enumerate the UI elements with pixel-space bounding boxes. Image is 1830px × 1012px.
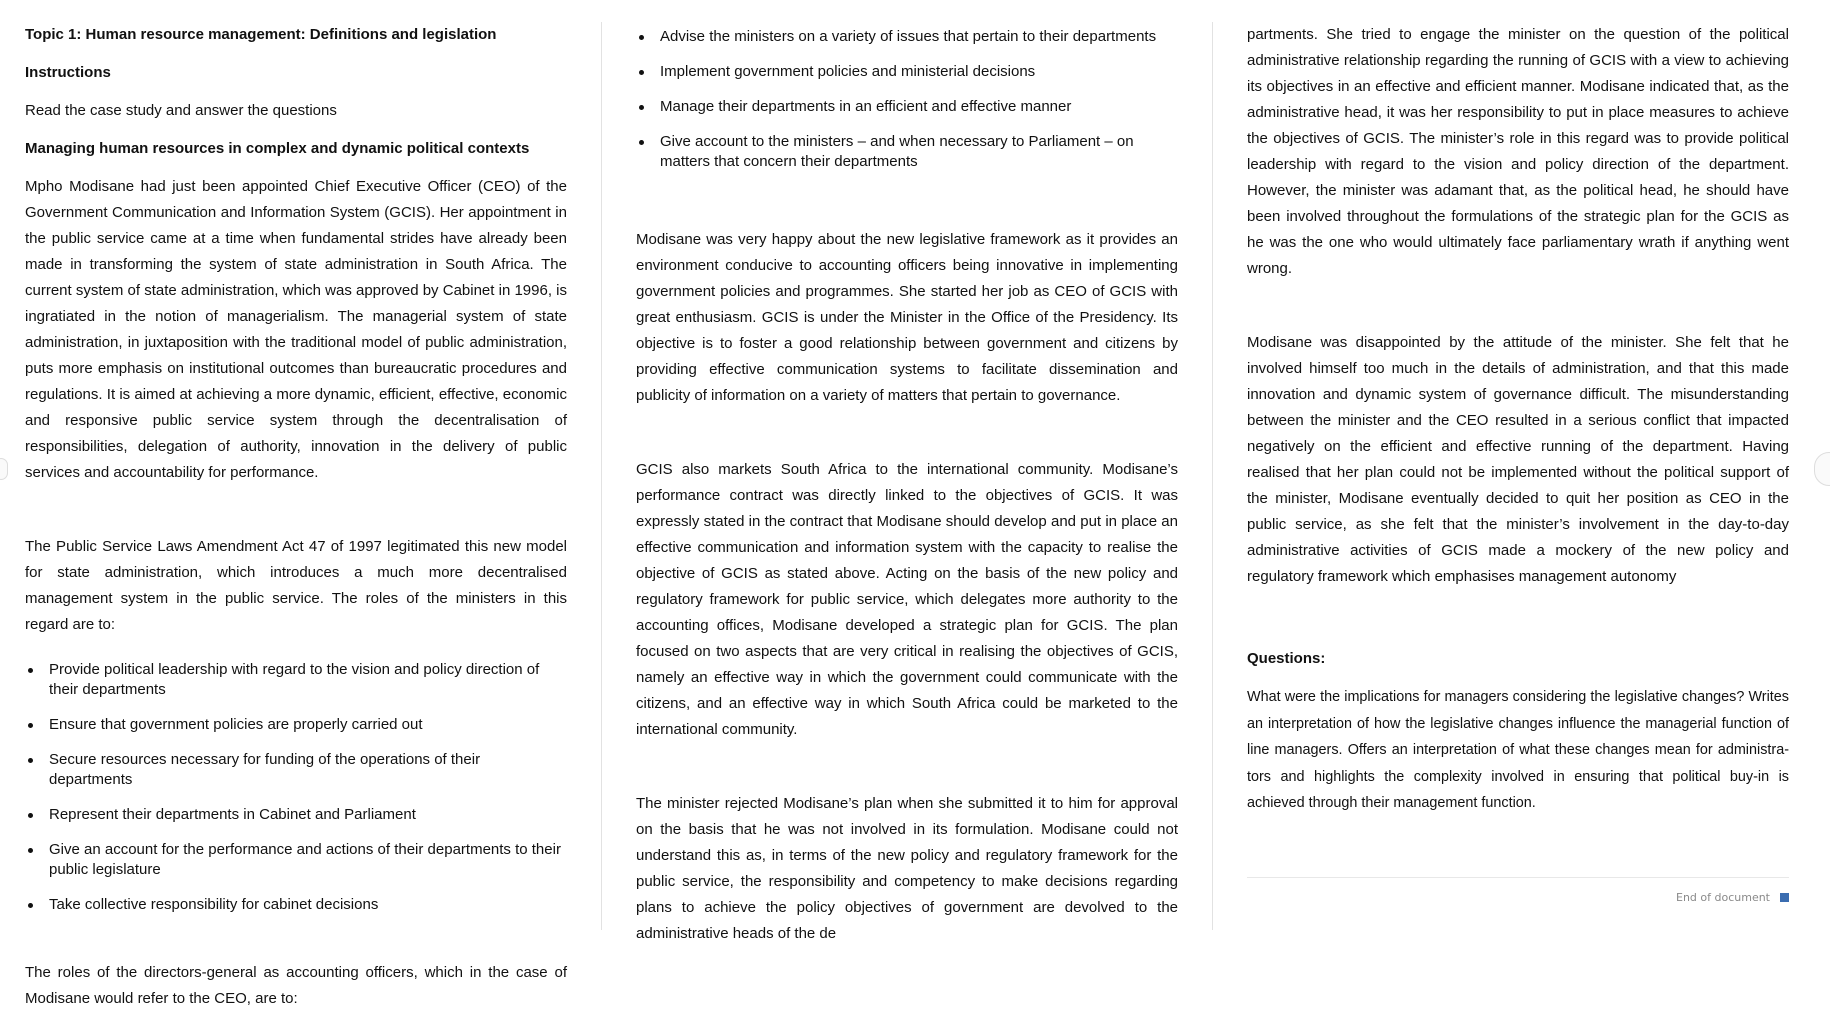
column-3 <box>1247 22 1789 904</box>
list-item: Secure resources necessary for funding of the operations of their departments <box>25 750 567 790</box>
case-paragraph-2: The Public Service Laws Amendment Act 47 of 1997 legitimated this new model for state administration, which introduces a much more decentralised management system in the public service. The roles of the ministers in this regard are to: <box>25 538 567 633</box>
questions-heading: Questions: <box>1247 650 1326 667</box>
bullet-icon <box>28 903 33 908</box>
case-paragraph-4: Modisane was very happy about the new legislative framework as it provides an environment conducive to accounting officers being innovative in implementing government policies and programmes. She started her job as CEO of GCIS with great enthusiasm. GCIS is under the Minister in the Office of the Presidency. Its objective is to foster a good relationship between government and citizens by providing effective communication systems to facilitate dissemination and publicity of information on a variety of matters that pertain to governance. <box>636 231 1178 404</box>
case-paragraph-7: partments. She tried to engage the minister on the question of the political administrative relationship regarding the running of GCIS with a view to achieving its objectives in an effective and efficient manner. Modisane indicated that, as the administrative head, it was her responsibility to put in place measures to achieve the objectives of GCIS. The minister’s role in this regard was to provide political leadership with regard to the vision and policy direction of the department. However, the minister was adamant that, as the political head, he should have been involved throughout the formulations of the strategic plan for the GCIS as he was the one who would ultimately face parliamentary wrath if anything went wrong. <box>1247 26 1789 277</box>
list-item: Manage their departments in an efficient and effective manner <box>636 97 1178 117</box>
previous-page-handle[interactable] <box>0 458 8 480</box>
case-paragraph-6: The minister rejected Modisane’s plan when she submitted it to him for approval on the basis that he was not involved in its formulation. Modisane could not understand this as, in terms of the new policy and regulatory framework for the public service, the responsibility and competency to make decisions regarding plans to achieve the policy objectives of government are devolved to the administrative heads of the de <box>636 795 1178 942</box>
list-item: Take collective responsibility for cabinet decisions <box>25 895 567 915</box>
column-2 <box>636 22 1178 947</box>
bullet-icon <box>639 140 644 145</box>
bullet-icon <box>639 105 644 110</box>
list-item: Give account to the ministers – and when necessary to Parliament – on matters that concern their departments <box>636 132 1178 172</box>
next-page-handle[interactable] <box>1814 452 1830 486</box>
column-divider-1 <box>601 22 602 930</box>
end-divider <box>1247 877 1789 879</box>
case-study-heading: Managing human resources in complex and dynamic political contexts <box>25 140 530 157</box>
case-paragraph-3: The roles of the directors-general as accounting officers, which in the case of Modisane would refer to the CEO, are to: <box>25 964 567 1007</box>
end-of-document <box>1247 891 1789 904</box>
minister-roles-list <box>25 660 567 915</box>
bullet-icon <box>639 35 644 40</box>
end-of-document-label: End of document <box>1676 890 1770 904</box>
bullet-icon <box>28 758 33 763</box>
column-1 <box>25 22 567 1012</box>
topic-title: Topic 1: Human resource management: Definitions and legislation <box>25 26 497 43</box>
instructions-heading: Instructions <box>25 64 111 81</box>
list-item: Give an account for the performance and actions of their departments to their public legislature <box>25 840 567 880</box>
list-item: Implement government policies and ministerial decisions <box>636 62 1178 82</box>
column-divider-2 <box>1212 22 1213 930</box>
bullet-icon <box>28 723 33 728</box>
director-general-roles-list <box>636 27 1178 172</box>
bullet-icon <box>28 813 33 818</box>
end-marker-icon <box>1780 893 1789 902</box>
list-item: Advise the ministers on a variety of issues that pertain to their departments <box>636 27 1178 47</box>
instructions-text: Read the case study and answer the questions <box>25 102 337 119</box>
list-item: Ensure that government policies are properly carried out <box>25 715 567 735</box>
case-paragraph-5: GCIS also markets South Africa to the international community. Modisane’s performance contract was directly linked to the objectives of GCIS. It was expressly stated in the contract that Modisane should develop and put in place an effective communication and information system with the capacity to realise the objective of GCIS as stated above. Acting on the basis of the new policy and regulatory framework for public service, which delegates more authority to the accounting offices, Modisane developed a strategic plan for GCIS. The plan focused on two aspects that are very critical in realising the objectives of GCIS, namely an effective way in which the government could communicate with the citizens, and an effective way in which South Africa could be marketed to the international community. <box>636 461 1178 738</box>
bullet-icon <box>28 668 33 673</box>
bullet-icon <box>639 70 644 75</box>
case-paragraph-1: Mpho Modisane had just been appointed Chief Executive Officer (CEO) of the Government Communication and Information System (GCIS). Her appointment in the public service came at a time when fundamental strides have already been made in transforming the system of state administration in South Africa. The current system of state administration, which was approved by Cabinet in 1996, is ingratiated in the notion of managerialism. The managerial system of state administration, in juxtaposition with the traditional model of public administration, puts more emphasis on institutional outcomes than bureaucratic procedures and regulations. It is aimed at achieving a more dynamic, efficient, effective, economic and responsive public service system through the decentralisation of responsibilities, delegation of authority, innovation in the delivery of public services and accountability for performance. <box>25 178 567 481</box>
bullet-icon <box>28 848 33 853</box>
case-paragraph-8: Modisane was disappointed by the attitude of the minister. She felt that he involved himself too much in the details of administration, and that this made innovation and dynamic system of governance difficult. The misunderstanding between the minister and the CEO resulted in a serious conflict that impacted negatively on the efficient and effective running of the department. Having realised that her plan could not be implemented without the political support of the minister, Modisane eventually decided to quit her position as CEO in the public service, as she felt that the minister’s involvement in the day-to-day administrative activities of GCIS made a mockery of the new policy and regulatory framework which emphasises management autonomy <box>1247 334 1789 585</box>
list-item: Provide political leadership with regard to the vision and policy direction of their departments <box>25 660 567 700</box>
questions-text: What were the implications for managers considering the legislative changes? Writes an interpretation of how the legislative changes influence the managerial function of line managers. Offers an interpretation of what these changes mean for administrators and highlights the complexity involved in ensuring that political buy-in is achieved through their management function. <box>1247 689 1789 811</box>
list-item: Represent their departments in Cabinet and Parliament <box>25 805 567 825</box>
